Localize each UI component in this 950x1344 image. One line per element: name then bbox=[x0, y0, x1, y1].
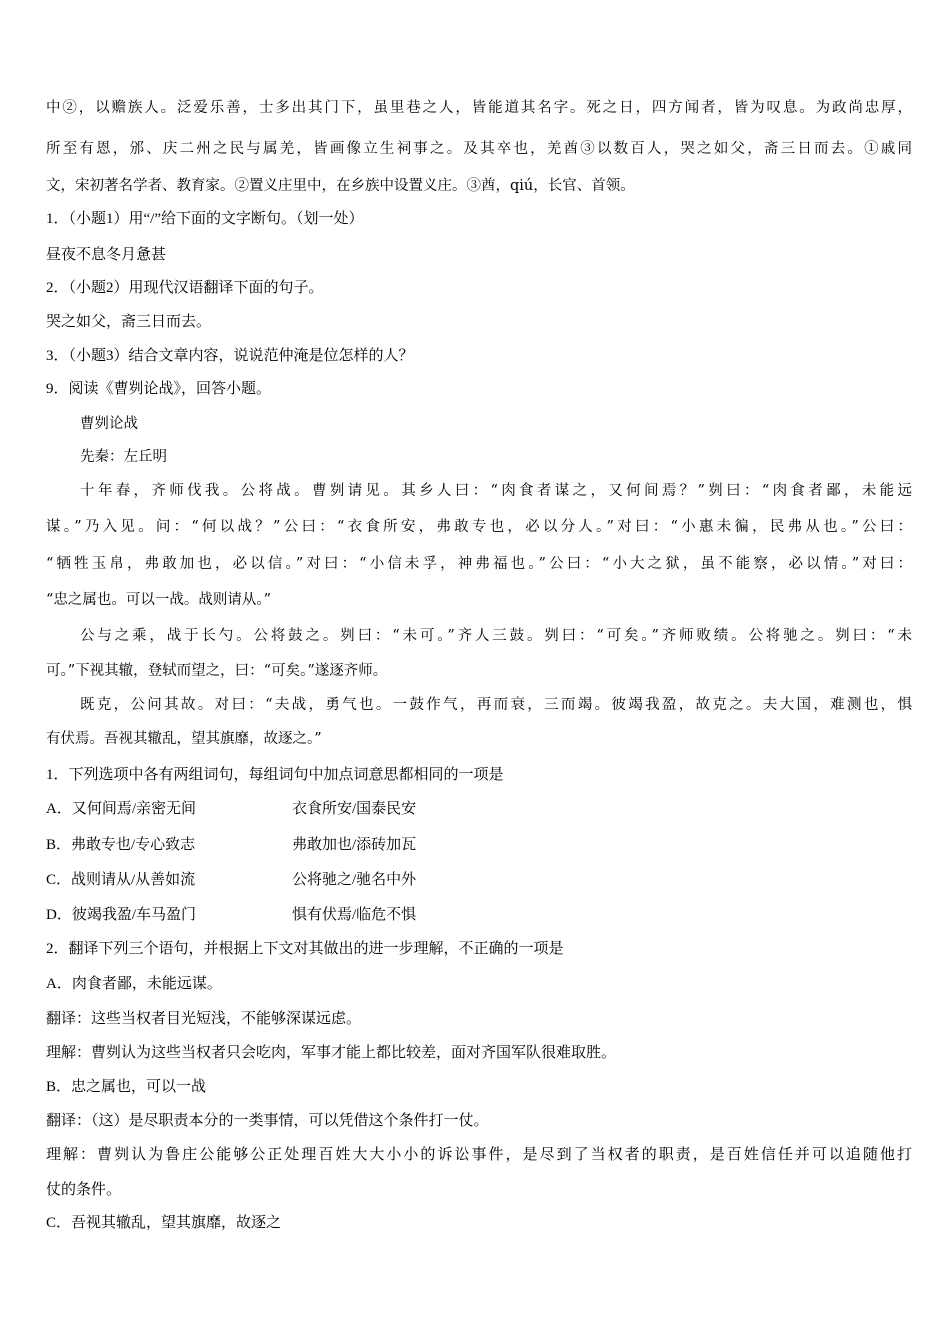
essay-title: 曹刿论战 bbox=[80, 416, 138, 432]
passage-line: 中②，以赡族人。泛爱乐善，士多出其门下，虽里巷之人，皆能道其名字。死之日，四方闻者，皆为叹息。为政尚忠厚， bbox=[46, 100, 912, 116]
sub2-option-a-understanding: 理解：曹刿认为这些当权者只会吃肉，军事才能上都比较差，面对齐国军队很难取胜。 bbox=[46, 1045, 617, 1061]
option-b-left: B．弗敢专也/专心致志 bbox=[46, 837, 196, 853]
question-8-2: 2．（小题2）用现代汉语翻译下面的句子。 bbox=[46, 280, 324, 296]
sub-question-2-stem: 2．翻译下列三个语句，并根据上下文对其做出的进一步理解，不正确的一项是 bbox=[46, 941, 564, 957]
sub-question-1-stem: 1．下列选项中各有两组词句，每组词句中加点词意思都相同的一项是 bbox=[46, 767, 504, 783]
sub2-option-b-translation: 翻译：（这）是尽职责本分的一类事情，可以凭借这个条件打一仗。 bbox=[46, 1113, 489, 1129]
essay-paragraph-line: “忠之属也。可以一战。战则请从。” bbox=[46, 592, 272, 608]
question-8-3: 3．（小题3）结合文章内容，说说范仲淹是位怎样的人？ bbox=[46, 348, 414, 364]
essay-paragraph-line: “牺牲玉帛，弗敢加也，必以信。”对曰：“小信未孚，神弗福也。”公曰：“小大之狱，虽不能察，必以情。”对曰： bbox=[46, 556, 912, 572]
essay-paragraph-line: 公与之乘，战于长勺。公将鼓之。刿曰：“未可。”齐人三鼓。刿曰：“可矣。”齐师败绩。公将驰之。刿曰：“未 bbox=[80, 628, 912, 644]
essay-paragraph-line: 既克，公问其故。对曰：“夫战，勇气也。一鼓作气，再而衰，三而竭。彼竭我盈，故克之。夫大国，难测也，惧 bbox=[80, 697, 912, 713]
option-d-right: 惧有伏焉/临危不惧 bbox=[292, 907, 417, 923]
sub2-option-b: B．忠之属也，可以一战 bbox=[46, 1079, 207, 1095]
option-d-left: D．彼竭我盈/车马盈门 bbox=[46, 907, 197, 923]
question-8-1-text: 昼夜不息冬月惫甚 bbox=[46, 247, 167, 263]
option-c-left: C．战则请从/从善如流 bbox=[46, 872, 196, 888]
sub2-option-b-understanding-cont: 仗的条件。 bbox=[46, 1182, 122, 1198]
option-a-left: A．又何间焉/亲密无间 bbox=[46, 801, 197, 817]
essay-author: 先秦：左丘明 bbox=[80, 449, 167, 465]
option-b-right: 弗敢加也/添砖加瓦 bbox=[292, 837, 417, 853]
essay-paragraph-line: 谋。”乃入见。问：“何以战？”公曰：“衣食所安，弗敢专也，必以分人。”对曰：“小惠未徧，民弗从也。”公曰： bbox=[46, 519, 912, 535]
option-a-right: 衣食所安/国泰民安 bbox=[292, 801, 417, 817]
question-8-2-text: 哭之如父，斋三日而去。 bbox=[46, 314, 212, 330]
sub2-option-a: A．肉食者鄙，未能远谋。 bbox=[46, 976, 222, 992]
sub2-option-c: C．吾视其辙乱，望其旗靡，故逐之 bbox=[46, 1215, 282, 1231]
essay-paragraph-line: 可。”下视其辙，登轼而望之，曰：“可矣。”遂逐齐师。 bbox=[46, 663, 388, 679]
passage-line: 所至有恩，邠、庆二州之民与属羌，皆画像立生祠事之。及其卒也，羌酋③以数百人，哭之如父，斋三日而去。①戚同 bbox=[46, 141, 912, 157]
option-c-right: 公将驰之/驰名中外 bbox=[292, 872, 417, 888]
question-8-1: 1．（小题1）用“/”给下面的文字断句。（划一处） bbox=[46, 211, 364, 227]
question-9-heading: 9．阅读《曹刿论战》，回答小题。 bbox=[46, 381, 272, 397]
option-row-a bbox=[46, 799, 912, 819]
passage-footnote-line: 文，宋初著名学者、教育家。②置义庄里中，在乡族中设置义庄。③酋，qiú，长官、首领。 bbox=[46, 178, 635, 194]
sub2-option-b-understanding: 理解：曹刿认为鲁庄公能够公正处理百姓大大小小的诉讼事件，是尽到了当权者的职责，是百姓信任并可以追随他打 bbox=[46, 1147, 912, 1163]
option-row-c bbox=[46, 870, 912, 890]
option-row-b bbox=[46, 835, 912, 855]
essay-paragraph-line: 有伏焉。吾视其辙乱，望其旗靡，故逐之。” bbox=[46, 731, 322, 747]
essay-paragraph-line: 十年春，齐师伐我。公将战。曹刿请见。其乡人曰：“肉食者谋之，又何间焉？”刿曰：“肉食者鄙，未能远 bbox=[80, 483, 912, 499]
option-row-d bbox=[46, 905, 912, 925]
sub2-option-a-translation: 翻译：这些当权者目光短浅，不能够深谋远虑。 bbox=[46, 1011, 362, 1027]
